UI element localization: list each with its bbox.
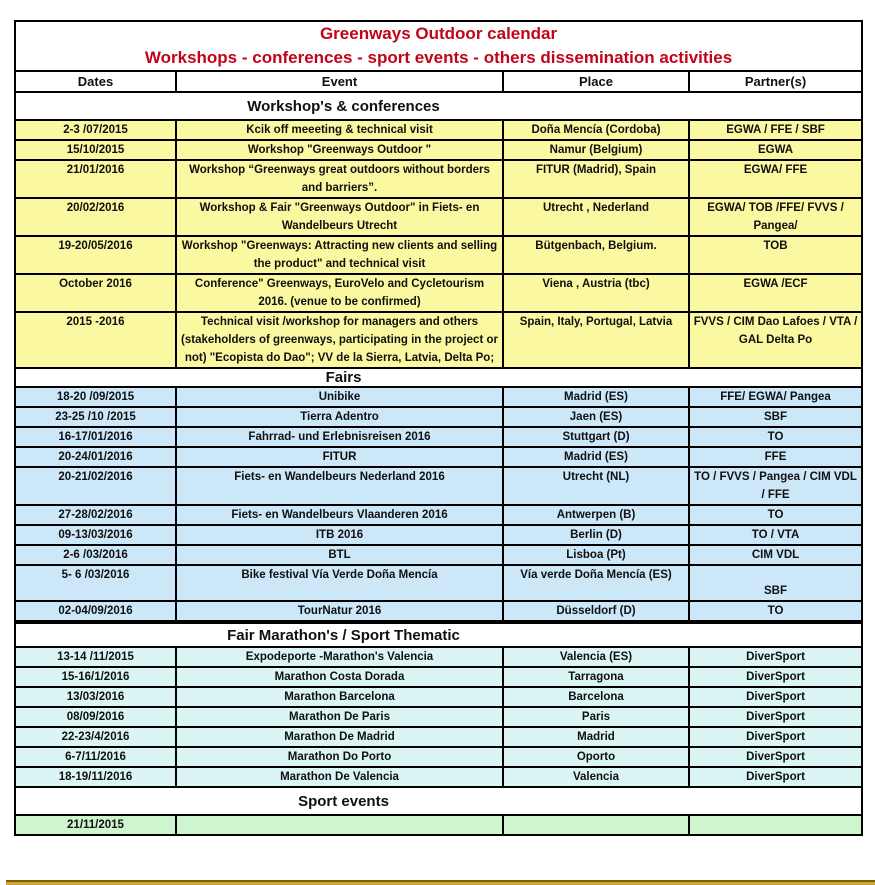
- section-title-workshops: Workshop's & conferences: [247, 97, 440, 115]
- column-header-row: [15, 71, 862, 92]
- cell-event: Workshop "Greenways Outdoor ": [176, 140, 503, 160]
- cell-partner: CIM VDL: [689, 545, 862, 565]
- cell-place: Lisboa (Pt): [503, 545, 689, 565]
- cell-partner: FVVS / CIM Dao Lafoes / VTA / GAL Delta Po: [689, 312, 862, 368]
- cell-place: Utrecht (NL): [503, 467, 689, 505]
- cell-partner: SBF: [689, 565, 862, 601]
- cell-partner: DiverSport: [689, 727, 862, 747]
- cell-dates: October 2016: [15, 274, 176, 312]
- cell-dates: 16-17/01/2016: [15, 427, 176, 447]
- table-row: [15, 447, 862, 467]
- table-row: [15, 525, 862, 545]
- cell-dates: 08/09/2016: [15, 707, 176, 727]
- cell-dates: 27-28/02/2016: [15, 505, 176, 525]
- cell-event: Unibike: [176, 387, 503, 407]
- section-title-fairs: Fairs: [325, 369, 362, 386]
- cell-event: Workshop "Greenways: Attracting new clients and selling the product" and technical visit: [176, 236, 503, 274]
- title-row: [15, 21, 862, 71]
- cell-place: Madrid: [503, 727, 689, 747]
- cell-place: Valencia (ES): [503, 647, 689, 667]
- cell-place: Jaen (ES): [503, 407, 689, 427]
- table-row: [15, 647, 862, 667]
- cell-event: [176, 815, 503, 835]
- cell-event: Workshop “Greenways great outdoors without borders and barriers”.: [176, 160, 503, 198]
- table-row: [15, 312, 862, 368]
- cell-dates: 2-3 /07/2015: [15, 120, 176, 140]
- cell-event: Marathon De Paris: [176, 707, 503, 727]
- cell-dates: 20-24/01/2016: [15, 447, 176, 467]
- cell-dates: 5- 6 /03/2016: [15, 565, 176, 601]
- table-row: [15, 767, 862, 787]
- table-row: [15, 667, 862, 687]
- cell-partner: EGWA: [689, 140, 862, 160]
- section-title-sport-events: Sport events: [298, 792, 389, 810]
- cell-dates: 20/02/2016: [15, 198, 176, 236]
- cell-event: Bike festival Vía Verde Doña Mencía: [176, 565, 503, 601]
- section-title-marathons: Fair Marathon's / Sport Thematic: [227, 626, 460, 644]
- cell-dates: 15/10/2015: [15, 140, 176, 160]
- column-header-dates: Dates: [15, 71, 176, 92]
- section-header-row: [15, 368, 862, 387]
- cell-event: Fahrrad- und Erlebnisreisen 2016: [176, 427, 503, 447]
- cell-event: Marathon De Valencia: [176, 767, 503, 787]
- cell-place: Valencia: [503, 767, 689, 787]
- cell-place: Stuttgart (D): [503, 427, 689, 447]
- cell-dates: 18-20 /09/2015: [15, 387, 176, 407]
- cell-partner: DiverSport: [689, 647, 862, 667]
- cell-place: Düsseldorf (D): [503, 601, 689, 621]
- cell-place: Tarragona: [503, 667, 689, 687]
- section-header-cell: [15, 92, 862, 120]
- cell-event: Expodeporte -Marathon's Valencia: [176, 647, 503, 667]
- column-header-event: Event: [176, 71, 503, 92]
- cell-place: Madrid (ES): [503, 387, 689, 407]
- cell-partner: TO: [689, 505, 862, 525]
- cell-partner: TO / FVVS / Pangea / CIM VDL / FFE: [689, 467, 862, 505]
- cell-dates: 20-21/02/2016: [15, 467, 176, 505]
- bottom-gold-divider: [6, 880, 875, 885]
- cell-partner: TO: [689, 427, 862, 447]
- cell-partner: EGWA / FFE / SBF: [689, 120, 862, 140]
- section-header-row: [15, 623, 862, 647]
- cell-event: Marathon De Madrid: [176, 727, 503, 747]
- cell-partner: [689, 815, 862, 835]
- table-row: [15, 687, 862, 707]
- cell-event: Kcik off meeeting & technical visit: [176, 120, 503, 140]
- table-row: [15, 545, 862, 565]
- cell-place: Bütgenbach, Belgium.: [503, 236, 689, 274]
- cell-dates: 09-13/03/2016: [15, 525, 176, 545]
- cell-partner: DiverSport: [689, 707, 862, 727]
- table-row: [15, 427, 862, 447]
- cell-event: Marathon Barcelona: [176, 687, 503, 707]
- cell-partner: TO: [689, 601, 862, 621]
- page-subtitle: Workshops - conferences - sport events - others dissemination activities: [144, 48, 733, 67]
- calendar-table: [14, 20, 863, 836]
- table-row: [15, 120, 862, 140]
- cell-event: Workshop & Fair "Greenways Outdoor" in Fiets- en Wandelbeurs Utrecht: [176, 198, 503, 236]
- cell-place: Antwerpen (B): [503, 505, 689, 525]
- cell-partner: DiverSport: [689, 687, 862, 707]
- cell-dates: 21/01/2016: [15, 160, 176, 198]
- cell-dates: 21/11/2015: [15, 815, 176, 835]
- cell-place: Namur (Belgium): [503, 140, 689, 160]
- section-header-row: [15, 92, 862, 120]
- cell-place: Barcelona: [503, 687, 689, 707]
- cell-place: [503, 815, 689, 835]
- cell-dates: 6-7/11/2016: [15, 747, 176, 767]
- cell-dates: 13-14 /11/2015: [15, 647, 176, 667]
- table-row: [15, 727, 862, 747]
- cell-dates: 2015 -2016: [15, 312, 176, 368]
- cell-dates: 18-19/11/2016: [15, 767, 176, 787]
- table-row: [15, 747, 862, 767]
- table-row: [15, 140, 862, 160]
- cell-event: Marathon Costa Dorada: [176, 667, 503, 687]
- table-row: [15, 274, 862, 312]
- cell-dates: 13/03/2016: [15, 687, 176, 707]
- table-row: [15, 565, 862, 601]
- cell-place: Oporto: [503, 747, 689, 767]
- cell-place: Utrecht , Nederland: [503, 198, 689, 236]
- cell-partner: EGWA/ TOB /FFE/ FVVS / Pangea/: [689, 198, 862, 236]
- cell-partner: DiverSport: [689, 747, 862, 767]
- cell-place: Berlin (D): [503, 525, 689, 545]
- cell-event: Marathon Do Porto: [176, 747, 503, 767]
- cell-event: Technical visit /workshop for managers and others (stakeholders of greenways, participating in the project or not) "Ecopista do Dao"; VV de la Sierra, Latvia, Delta Po;: [176, 312, 503, 368]
- table-row: [15, 387, 862, 407]
- section-header-row: [15, 787, 862, 815]
- cell-partner: FFE: [689, 447, 862, 467]
- cell-event: Conference" Greenways, EuroVelo and Cycletourism 2016. (venue to be confirmed): [176, 274, 503, 312]
- cell-place: FITUR (Madrid), Spain: [503, 160, 689, 198]
- table-row: [15, 467, 862, 505]
- column-header-place: Place: [503, 71, 689, 92]
- page-title: Greenways Outdoor calendar: [319, 24, 558, 43]
- title-cell: [15, 21, 862, 71]
- table-row: [15, 505, 862, 525]
- cell-dates: 23-25 /10 /2015: [15, 407, 176, 427]
- cell-event: ITB 2016: [176, 525, 503, 545]
- cell-event: FITUR: [176, 447, 503, 467]
- cell-partner: SBF: [689, 407, 862, 427]
- cell-partner: EGWA/ FFE: [689, 160, 862, 198]
- table-row: [15, 236, 862, 274]
- section-header-cell: [15, 368, 862, 387]
- cell-event: Fiets- en Wandelbeurs Vlaanderen 2016: [176, 505, 503, 525]
- table-row: [15, 815, 862, 835]
- cell-dates: 19-20/05/2016: [15, 236, 176, 274]
- cell-partner: DiverSport: [689, 767, 862, 787]
- cell-partner: EGWA /ECF: [689, 274, 862, 312]
- cell-event: Fiets- en Wandelbeurs Nederland 2016: [176, 467, 503, 505]
- cell-place: Spain, Italy, Portugal, Latvia: [503, 312, 689, 368]
- table-row: [15, 601, 862, 621]
- cell-partner: FFE/ EGWA/ Pangea: [689, 387, 862, 407]
- cell-partner: TOB: [689, 236, 862, 274]
- cell-place: Viena , Austria (tbc): [503, 274, 689, 312]
- table-row: [15, 407, 862, 427]
- section-header-cell: [15, 623, 862, 647]
- cell-place: Vía verde Doña Mencía (ES): [503, 565, 689, 601]
- section-header-cell: [15, 787, 862, 815]
- cell-place: Doña Mencía (Cordoba): [503, 120, 689, 140]
- table-row: [15, 160, 862, 198]
- cell-partner: DiverSport: [689, 667, 862, 687]
- column-header-partner: Partner(s): [689, 71, 862, 92]
- cell-event: Tierra Adentro: [176, 407, 503, 427]
- table-row: [15, 198, 862, 236]
- cell-event: BTL: [176, 545, 503, 565]
- cell-dates: 2-6 /03/2016: [15, 545, 176, 565]
- cell-place: Madrid (ES): [503, 447, 689, 467]
- cell-place: Paris: [503, 707, 689, 727]
- table-row: [15, 707, 862, 727]
- cell-partner: TO / VTA: [689, 525, 862, 545]
- cell-event: TourNatur 2016: [176, 601, 503, 621]
- cell-dates: 22-23/4/2016: [15, 727, 176, 747]
- cell-dates: 02-04/09/2016: [15, 601, 176, 621]
- cell-dates: 15-16/1/2016: [15, 667, 176, 687]
